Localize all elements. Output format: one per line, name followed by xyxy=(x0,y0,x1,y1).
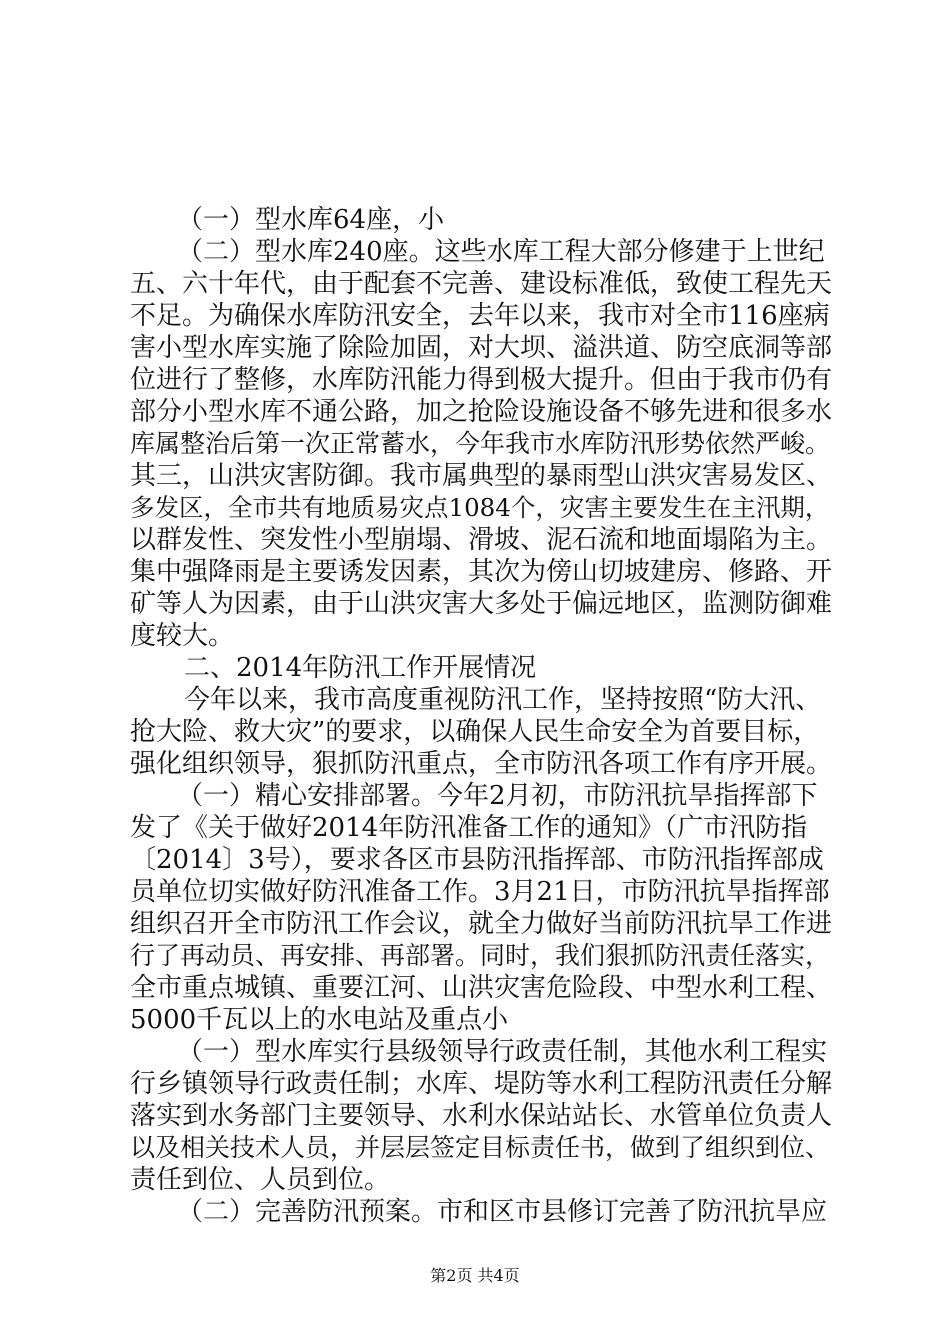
paragraph-line: 五、六十年代，由于配套不完善、建设标准低，致使工程先天 xyxy=(130,269,833,299)
paragraph-line: （一）型水库实行县级领导行政责任制，其他水利工程实 xyxy=(177,1037,828,1067)
paragraph-line: 全市重点城镇、重要江河、山洪灾害危险段、中型水利工程、 xyxy=(130,973,833,1003)
paragraph-line: 多发区，全市共有地质易灾点1084个，灾害主要发生在主汛期， xyxy=(130,493,830,522)
paragraph-line: （二）型水库240座。这些水库工程大部分修建于上世纪 xyxy=(177,237,825,267)
paragraph-line: 责任到位、人员到位。 xyxy=(130,1165,391,1195)
paragraph-line: 度较大。 xyxy=(130,621,235,651)
paragraph-line: （二）完善防汛预案。市和区市县修订完善了防汛抗旱应 xyxy=(177,1197,828,1227)
paragraph-line: 位进行了整修，水库防汛能力得到极大提升。但由于我市仍有 xyxy=(130,365,833,395)
paragraph-line: 〔2014〕3号），要求各区市县防汛指挥部、市防汛指挥部成 xyxy=(130,845,824,875)
paragraph-line: 落实到水务部门主要领导、水利水保站站长、水管单位负责人 xyxy=(130,1101,833,1131)
paragraph-line: （一）型水库64座，小 xyxy=(177,205,445,235)
paragraph-line: 抢大险、救大灾”的要求，以确保人民生命安全为首要目标， xyxy=(130,717,820,747)
paragraph-line: 今年以来，我市高度重视防汛工作，坚持按照“防大汛、 xyxy=(184,685,822,715)
section-heading: 二、2014年防汛工作开展情况 xyxy=(184,653,537,683)
paragraph-line: 以群发性、突发性小型崩塌、滑坡、泥石流和地面塌陷为主。 xyxy=(130,525,833,555)
paragraph-line: 其三，山洪灾害防御。我市属典型的暴雨型山洪灾害易发区、 xyxy=(130,461,833,491)
paragraph-line: 部分小型水库不通公路，加之抢险设施设备不够先进和很多水 xyxy=(130,397,833,427)
paragraph-line: 员单位切实做好防汛准备工作。3月21日，市防汛抗旱指挥部 xyxy=(130,877,830,907)
paragraph-line: 库属整治后第一次正常蓄水，今年我市水库防汛形势依然严峻。 xyxy=(130,429,831,458)
page-number-footer: 第2页 共4页 xyxy=(430,1266,520,1285)
paragraph-line: 5000千瓦以上的水电站及重点小 xyxy=(130,1005,509,1035)
paragraph-line: 集中强降雨是主要诱发因素，其次为傍山切坡建房、修路、开 xyxy=(130,557,833,587)
paragraph-line: 强化组织领导，狠抓防汛重点，全市防汛各项工作有序开展。 xyxy=(130,749,833,779)
paragraph-line: 组织召开全市防汛工作会议，就全力做好当前防汛抗旱工作进 xyxy=(130,909,833,939)
paragraph-line: （一）精心安排部署。今年2月初，市防汛抗旱指挥部下 xyxy=(177,781,818,811)
paragraph-line: 害小型水库实施了除险加固，对大坝、溢洪道、防空底洞等部 xyxy=(130,333,833,363)
paragraph-line: 矿等人为因素，由于山洪灾害大多处于偏远地区，监测防御难 xyxy=(130,589,833,619)
paragraph-line: 行乡镇领导行政责任制；水库、堤防等水利工程防汛责任分解 xyxy=(130,1069,833,1099)
paragraph-line: 不足。为确保水库防汛安全，去年以来，我市对全市116座病 xyxy=(130,301,830,331)
paragraph-line: 发了《关于做好2014年防汛准备工作的通知》（广市汛防指 xyxy=(130,813,808,843)
paragraph-line: 以及相关技术人员，并层层签定目标责任书，做到了组织到位、 xyxy=(130,1133,831,1162)
paragraph-line: 行了再动员、再安排、再部署。同时，我们狠抓防汛责任落实， xyxy=(130,941,831,970)
